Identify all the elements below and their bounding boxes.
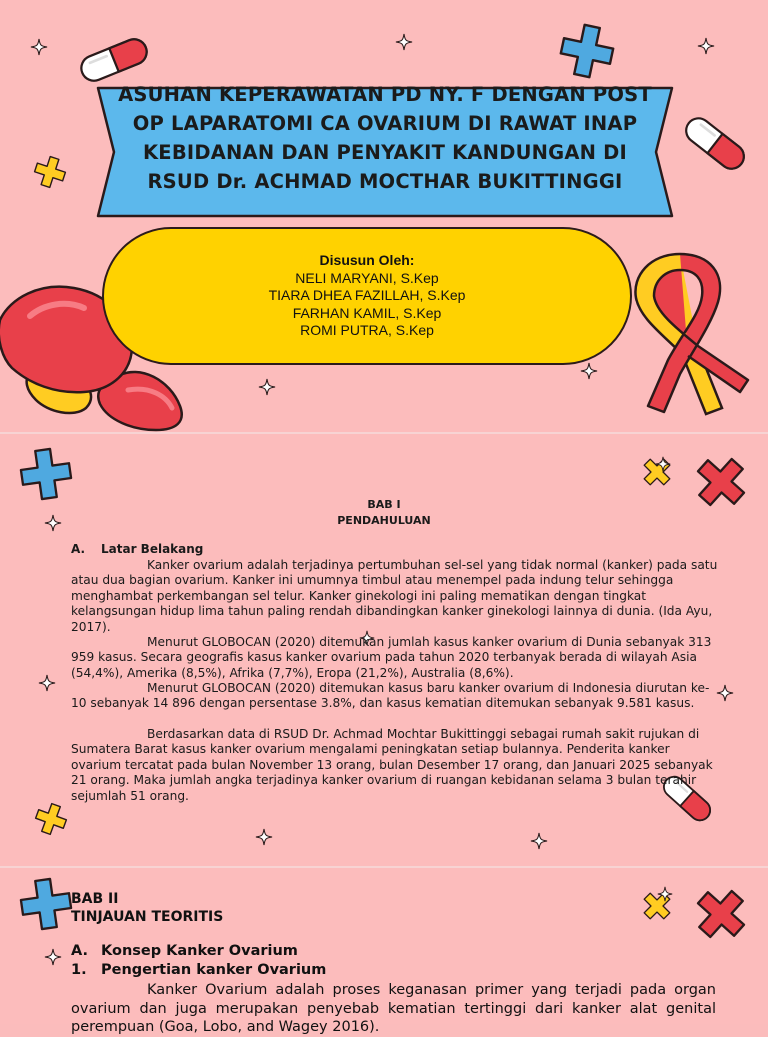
paragraph: Menurut GLOBOCAN (2020) ditemukan jumlah kasus kanker ovarium di Dunia sebanyak 313 959 kasus. Secara geografis kasus kanker ovarium pada tahun 2020 terbanyak berada di wilayah Asia (54,4%), Amerika (8,5%), Afrika (7,7%), Eropa (21,2%), Australia (8,6%). [71, 635, 712, 680]
paragraph: Kanker ovarium adalah terjadinya pertumbuhan sel-sel yang tidak normal (kanker) pada satu atau dua bagian ovarium. Kanker ini umumnya timbul atau menempel pada indung telur sehingga menghambat perkembangan sel telur. Kanker ginekologi ini paling mematikan dengan tingkat kelangsungan hidup lima tahun paling rendah dibandingkan kanker ginekologi lainnya di dunia. (Ida Ayu, 2017). [71, 558, 718, 634]
authors-heading: Disusun Oleh: [319, 252, 415, 268]
sparkle-icon [395, 33, 413, 51]
section-title: Latar Belakang [101, 542, 204, 556]
author-name: FARHAN KAMIL, S.Kep [292, 304, 442, 321]
title-slide [0, 0, 768, 432]
paragraph: Menurut GLOBOCAN (2020) ditemukan kasus baru kanker ovarium di Indonesia diurutan ke-10 sebanyak 14 896 dengan persentase 3.8%, dan kasus kematian ditemukan sebanyak 9.581 kasus. [71, 681, 710, 711]
yellow-cross-icon [29, 797, 73, 841]
blue-cross-icon [14, 872, 77, 935]
sparkle-icon [580, 362, 598, 380]
awareness-ribbon-icon [626, 250, 752, 418]
red-cross-icon [681, 874, 760, 953]
chapter-number: BAB I [367, 498, 401, 511]
sparkle-icon [530, 832, 548, 850]
sparkle-icon [657, 886, 673, 902]
author-name: NELI MARYANI, S.Kep [295, 269, 439, 286]
paragraph: Kanker Ovarium adalah proses keganasan primer yang terjadi pada organ ovarium dan juga merupakan penyebab kematian tertinggi dari kanker alat genital perempuan (Goa, Lobo, and Wagey 2016). [71, 982, 716, 1035]
subsection-heading: 1. Pengertian kanker Ovarium [71, 962, 327, 978]
paragraph: Berdasarkan data di RSUD Dr. Achmad Mochtar Bukittinggi sebagai rumah sakit rujukan di Sumatera Barat kasus kanker ovarium mengalami peningkatan setiap bulannya. Penderita kanker ovarium tercatat pada bulan November 13 orang, bulan Desember 17 orang, dan Januari 2025 sebanyak 21 orang. Maka jumlah angka terjadinya kanker ovarium di ruangan kebidanan selama 3 bulan terahir sejumlah 51 orang. [71, 727, 713, 803]
sparkle-icon [44, 948, 62, 966]
chapter-number: BAB II [71, 891, 119, 907]
blue-cross-icon [553, 17, 622, 86]
yellow-cross-icon [29, 151, 72, 194]
section-number: A. [71, 542, 86, 556]
sparkle-icon [38, 674, 56, 692]
chapter-heading [71, 890, 223, 926]
chapter-1-slide [0, 434, 768, 866]
author-name: ROMI PUTRA, S.Kep [300, 322, 434, 338]
section-heading [71, 542, 203, 556]
capsule-icon [677, 108, 754, 179]
sparkle-icon [255, 828, 273, 846]
sparkle-icon [258, 378, 276, 396]
author-name: TIARA DHEA FAZILLAH, S.Kep [268, 287, 466, 303]
document-title: ASUHAN KEPERAWATAN PD NY. F DENGAN POST OP LAPARATOMI CA OVARIUM DI RAWAT INAP KEBIDANAN DAN PENYAKIT KANDUNGAN DI RSUD Dr. ACHMAD MOCTHAR BUKITTINGGI [118, 83, 652, 193]
chapter-title: TINJAUAN TEORITIS [71, 909, 224, 925]
authors-block [102, 252, 632, 340]
chapter-title: PENDAHULUAN [337, 514, 431, 527]
sparkle-icon [655, 456, 671, 472]
sparkle-icon [697, 37, 715, 55]
sparkle-icon [30, 38, 48, 56]
title-banner [96, 83, 674, 218]
chapter-2-slide [0, 868, 768, 1035]
section-heading: A. Konsep Kanker Ovarium [71, 943, 298, 959]
